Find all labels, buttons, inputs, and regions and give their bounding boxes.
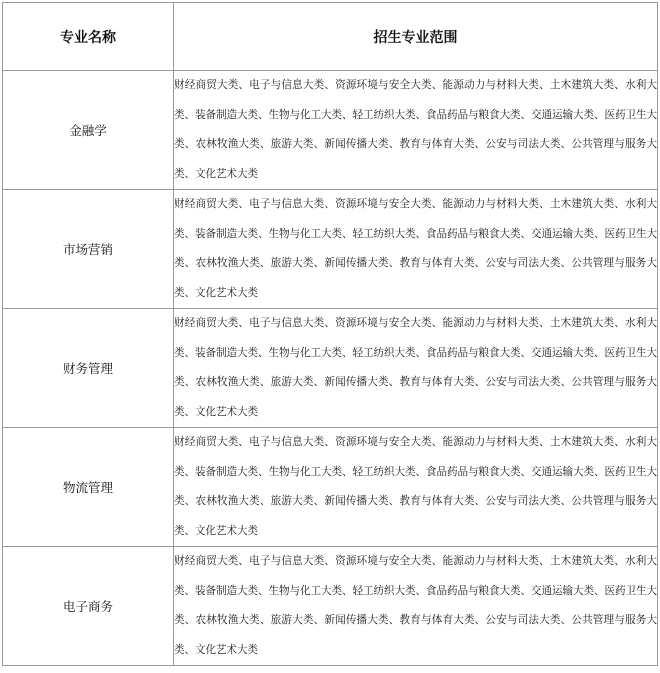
scope-cell <box>174 190 658 309</box>
scope-text: 财经商贸大类、电子与信息大类、资源环境与安全大类、能源动力与材料大类、土木建筑大类、水利大类、装备制造大类、生物与化工大类、轻工纺织大类、食品药品与粮食大类、交通运输大类、医药卫生大类、农林牧渔大类、旅游大类、新闻传播大类、教育与体育大类、公安与司法大类、公共管理与服务大类、文化艺术大类 <box>174 198 657 299</box>
major-name-cell: 财务管理 <box>3 309 174 428</box>
table-row <box>3 71 658 190</box>
scope-text: 财经商贸大类、电子与信息大类、资源环境与安全大类、能源动力与材料大类、土木建筑大类、水利大类、装备制造大类、生物与化工大类、轻工纺织大类、食品药品与粮食大类、交通运输大类、医药卫生大类、农林牧渔大类、旅游大类、新闻传播大类、教育与体育大类、公安与司法大类、公共管理与服务大类、文化艺术大类 <box>174 555 657 656</box>
column-header-major: 专业名称 <box>3 3 174 71</box>
scope-text: 财经商贸大类、电子与信息大类、资源环境与安全大类、能源动力与材料大类、土木建筑大类、水利大类、装备制造大类、生物与化工大类、轻工纺织大类、食品药品与粮食大类、交通运输大类、医药卫生大类、农林牧渔大类、旅游大类、新闻传播大类、教育与体育大类、公安与司法大类、公共管理与服务大类、文化艺术大类 <box>174 79 657 180</box>
table-row <box>3 309 658 428</box>
major-name-cell: 物流管理 <box>3 428 174 547</box>
scope-cell <box>174 309 658 428</box>
column-header-scope: 招生专业范围 <box>174 3 658 71</box>
scope-cell <box>174 71 658 190</box>
scope-text: 财经商贸大类、电子与信息大类、资源环境与安全大类、能源动力与材料大类、土木建筑大类、水利大类、装备制造大类、生物与化工大类、轻工纺织大类、食品药品与粮食大类、交通运输大类、医药卫生大类、农林牧渔大类、旅游大类、新闻传播大类、教育与体育大类、公安与司法大类、公共管理与服务大类、文化艺术大类 <box>174 317 657 418</box>
enrollment-scope-table <box>2 2 658 666</box>
scope-cell <box>174 428 658 547</box>
table-row <box>3 428 658 547</box>
major-name-cell: 电子商务 <box>3 547 174 666</box>
table-header-row <box>3 3 658 71</box>
scope-cell <box>174 547 658 666</box>
table-row <box>3 547 658 666</box>
major-name-cell: 市场营销 <box>3 190 174 309</box>
table-row <box>3 190 658 309</box>
major-name-cell: 金融学 <box>3 71 174 190</box>
scope-text: 财经商贸大类、电子与信息大类、资源环境与安全大类、能源动力与材料大类、土木建筑大类、水利大类、装备制造大类、生物与化工大类、轻工纺织大类、食品药品与粮食大类、交通运输大类、医药卫生大类、农林牧渔大类、旅游大类、新闻传播大类、教育与体育大类、公安与司法大类、公共管理与服务大类、文化艺术大类 <box>174 436 657 537</box>
